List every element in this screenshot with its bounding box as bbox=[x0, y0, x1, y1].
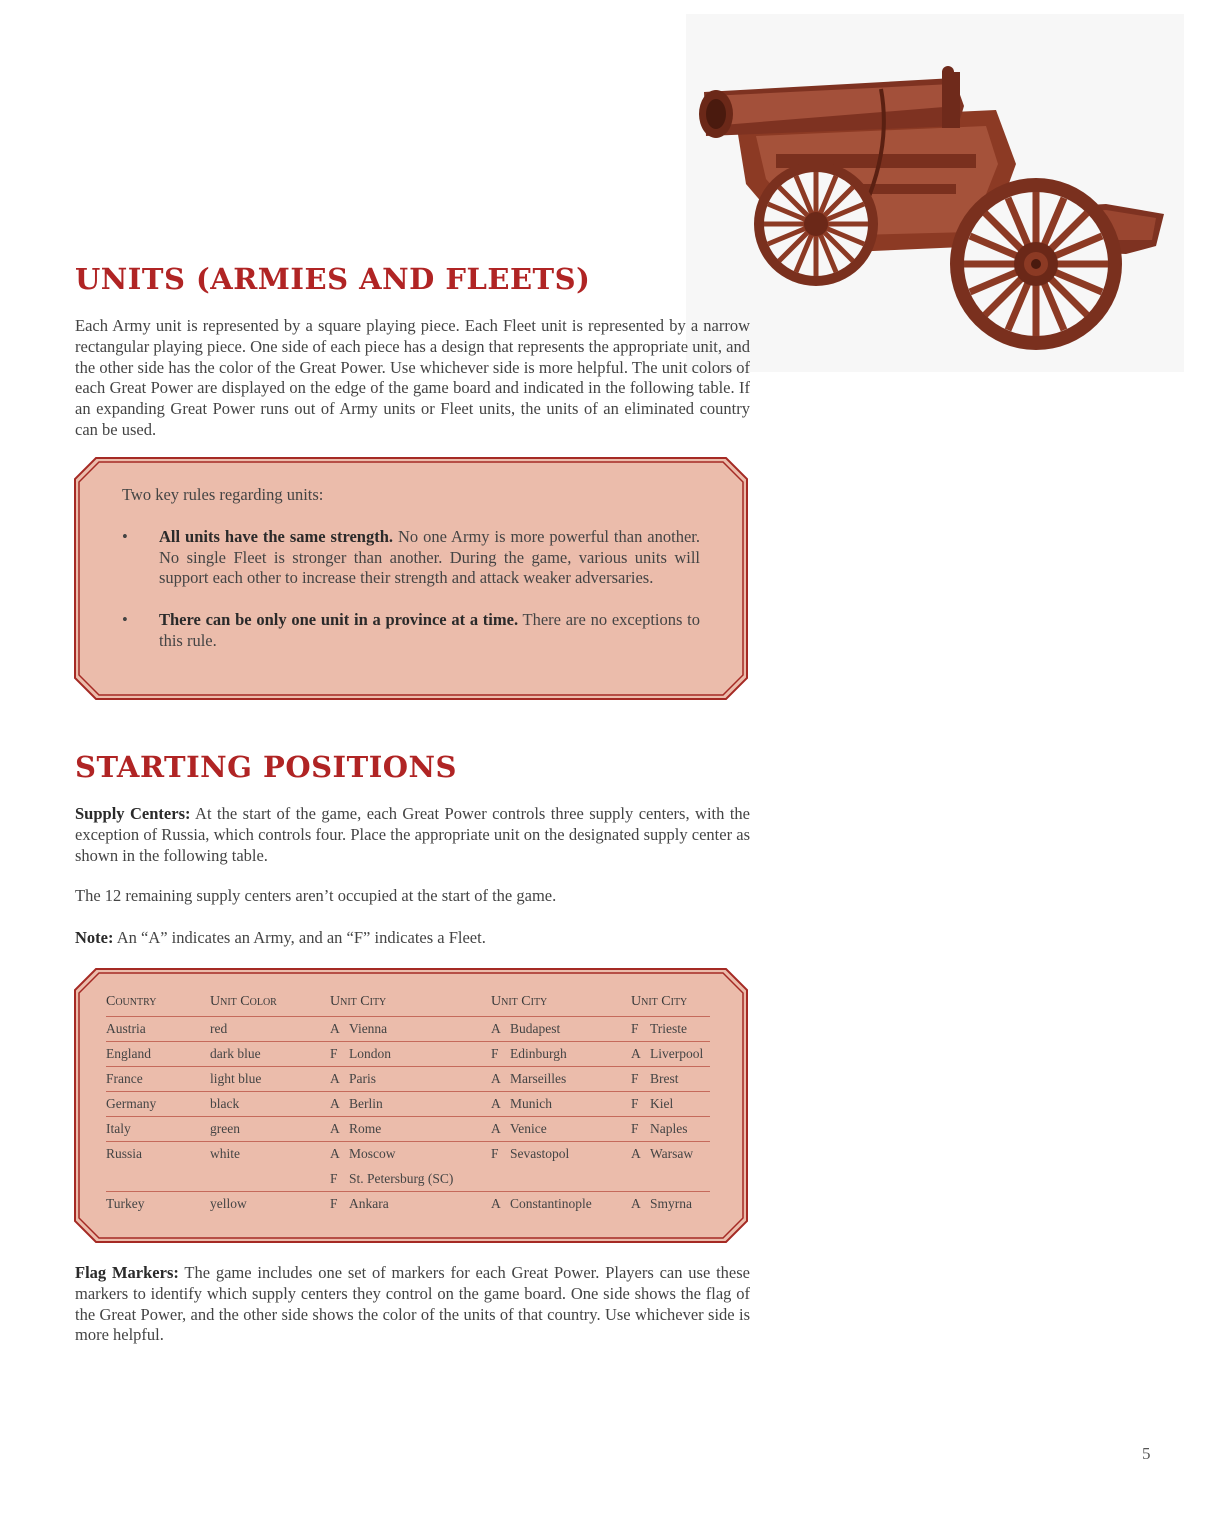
table-row bbox=[106, 1042, 710, 1067]
rules-intro: Two key rules regarding units: bbox=[122, 485, 324, 504]
unit-type: A bbox=[631, 1146, 641, 1161]
city-name: Naples bbox=[650, 1121, 688, 1136]
key-rules-box bbox=[74, 457, 748, 700]
flag-label: Flag Markers: bbox=[75, 1263, 179, 1282]
unit-city-cell bbox=[491, 1017, 631, 1042]
unit-city-cell bbox=[631, 1042, 710, 1067]
city-name: Warsaw bbox=[650, 1146, 694, 1161]
bullet: • bbox=[122, 526, 128, 546]
unit-city-cell bbox=[491, 1042, 631, 1067]
starting-positions-heading: STARTING POSITIONS bbox=[75, 750, 457, 784]
city-name: Berlin bbox=[349, 1096, 383, 1111]
unit-city-cell bbox=[330, 1042, 491, 1067]
unit-type: A bbox=[631, 1046, 641, 1061]
color-cell: yellow bbox=[210, 1196, 247, 1211]
flag-markers-paragraph bbox=[75, 1263, 750, 1346]
city-name: Edinburgh bbox=[510, 1046, 567, 1061]
unit-type: A bbox=[491, 1096, 501, 1111]
unit-city-cell bbox=[491, 1067, 631, 1092]
header-country: Country bbox=[106, 992, 210, 1017]
rule-text: No one Army is more powerful than another. No single Fleet is stronger than another. During the game, various units will support each other to increase their strength and attack weaker adversaries. bbox=[159, 526, 700, 588]
unit-type: F bbox=[330, 1171, 338, 1186]
unit-city-cell bbox=[330, 1167, 491, 1192]
unit-city-cell bbox=[491, 1142, 631, 1167]
rule-item bbox=[122, 527, 700, 589]
table-row bbox=[106, 1192, 710, 1217]
remaining-paragraph: The 12 remaining supply centers aren’t occupied at the start of the game. bbox=[75, 886, 557, 905]
table-row bbox=[106, 1167, 710, 1192]
flag-text: The game includes one set of markers for each Great Power. Players can use these markers to identify which supply centers they control on the game board. One side shows the flag of the Great Power, and the other side shows the color of the units of that country. Use whichever side is more helpful. bbox=[75, 1263, 750, 1345]
unit-type: F bbox=[491, 1046, 499, 1061]
unit-type: A bbox=[491, 1196, 501, 1211]
note-text: An “A” indicates an Army, and an “F” indicates a Fleet. bbox=[113, 928, 486, 947]
table-row bbox=[106, 1092, 710, 1117]
unit-type: A bbox=[330, 1071, 340, 1086]
country-cell: England bbox=[106, 1042, 210, 1067]
country-cell bbox=[106, 1167, 210, 1192]
starting-positions-table bbox=[106, 992, 710, 1216]
unit-city-cell bbox=[330, 1192, 491, 1217]
unit-type: A bbox=[491, 1021, 501, 1036]
header-unit-city: Unit City bbox=[631, 992, 710, 1017]
table-row bbox=[106, 1067, 710, 1092]
rule-text: There are no exceptions to this rule. bbox=[159, 610, 700, 650]
header-unit-city: Unit City bbox=[330, 992, 491, 1017]
unit-city-cell bbox=[631, 1017, 710, 1042]
unit-city-cell bbox=[330, 1067, 491, 1092]
color-cell: light blue bbox=[210, 1067, 330, 1092]
color-cell: green bbox=[210, 1117, 330, 1142]
unit-city-cell bbox=[330, 1017, 491, 1042]
unit-type: A bbox=[330, 1121, 340, 1136]
color-cell: red bbox=[210, 1017, 330, 1042]
unit-type: F bbox=[491, 1146, 499, 1161]
unit-type: F bbox=[631, 1021, 639, 1036]
page-number: 5 bbox=[1142, 1444, 1151, 1463]
city-name: London bbox=[349, 1046, 391, 1061]
country-cell: Austria bbox=[106, 1017, 210, 1042]
city-name: Vienna bbox=[349, 1021, 388, 1036]
country-cell: Russia bbox=[106, 1146, 143, 1161]
color-cell: white bbox=[210, 1146, 240, 1161]
city-name: Marseilles bbox=[510, 1071, 567, 1086]
unit-type: F bbox=[631, 1096, 639, 1111]
country-cell: Italy bbox=[106, 1117, 210, 1142]
city-name: Sevastopol bbox=[510, 1146, 570, 1161]
unit-city-cell bbox=[491, 1117, 631, 1142]
city-name: Liverpool bbox=[650, 1046, 704, 1061]
rule-item bbox=[122, 610, 700, 652]
header-unit-color: Unit Color bbox=[210, 992, 330, 1017]
note-label: Note: bbox=[75, 928, 114, 947]
color-cell: dark blue bbox=[210, 1042, 330, 1067]
city-name: Smyrna bbox=[650, 1196, 692, 1211]
cannon-illustration bbox=[686, 14, 1184, 372]
unit-city-cell bbox=[491, 1192, 631, 1217]
note-paragraph bbox=[75, 928, 750, 949]
units-heading: UNITS (ARMIES AND FLEETS) bbox=[75, 262, 591, 296]
unit-city-cell bbox=[330, 1142, 491, 1167]
unit-type: F bbox=[631, 1121, 639, 1136]
country-cell: France bbox=[106, 1067, 210, 1092]
unit-city-cell bbox=[631, 1092, 710, 1117]
city-name: Moscow bbox=[349, 1146, 396, 1161]
supply-text: At the start of the game, each Great Power controls three supply centers, with the exception of Russia, which controls four. Place the appropriate unit on the designated supply center as shown in the following table. bbox=[75, 804, 751, 865]
supply-centers-paragraph bbox=[75, 804, 750, 866]
city-name: Constantinople bbox=[510, 1196, 592, 1211]
city-name: Rome bbox=[349, 1121, 382, 1136]
unit-city-cell bbox=[631, 1167, 710, 1192]
unit-type: A bbox=[491, 1121, 501, 1136]
unit-city-cell bbox=[491, 1092, 631, 1117]
unit-city-cell bbox=[631, 1067, 710, 1092]
city-name: Munich bbox=[510, 1096, 552, 1111]
unit-type: A bbox=[330, 1096, 340, 1111]
city-name: Trieste bbox=[650, 1021, 688, 1036]
starting-positions-table-box bbox=[74, 968, 748, 1243]
unit-type: A bbox=[491, 1071, 501, 1086]
table-row bbox=[106, 1117, 710, 1142]
country-cell: Turkey bbox=[106, 1196, 145, 1211]
rule-bold: All units have the same strength. bbox=[159, 526, 394, 546]
unit-city-cell bbox=[631, 1192, 710, 1217]
rule-bold: There can be only one unit in a province at a time. bbox=[159, 610, 519, 630]
unit-city-cell bbox=[330, 1092, 491, 1117]
country-cell: Germany bbox=[106, 1092, 210, 1117]
unit-city-cell bbox=[330, 1117, 491, 1142]
city-name: Venice bbox=[510, 1121, 547, 1136]
city-name: Budapest bbox=[510, 1021, 561, 1036]
color-cell bbox=[210, 1167, 330, 1192]
unit-city-cell bbox=[631, 1142, 710, 1167]
bullet: • bbox=[122, 610, 128, 630]
unit-type: A bbox=[330, 1021, 340, 1036]
unit-type: A bbox=[631, 1196, 641, 1211]
unit-city-cell bbox=[491, 1167, 631, 1192]
unit-city-cell bbox=[631, 1117, 710, 1142]
unit-type: F bbox=[330, 1196, 338, 1211]
unit-type: F bbox=[631, 1071, 639, 1086]
city-name: St. Petersburg (SC) bbox=[349, 1171, 454, 1186]
header-unit-city: Unit City bbox=[491, 992, 631, 1017]
units-body: Each Army unit is represented by a square playing piece. Each Fleet unit is represented by a narrow rectangular playing piece. One side of each piece has a design that represents the appropriate unit, and the other side has the color of the Great Power. Use whichever side is more helpful. The unit colors of each Great Power are displayed on the edge of the game board and indicated in the following table. If an expanding Great Power runs out of Army units or Fleet units, the units of an eliminated country can be used. bbox=[75, 316, 750, 439]
city-name: Kiel bbox=[650, 1096, 674, 1111]
table-row bbox=[106, 1017, 710, 1042]
supply-label: Supply Centers: bbox=[75, 804, 191, 823]
unit-type: A bbox=[330, 1146, 340, 1161]
table-row bbox=[106, 1142, 710, 1167]
color-cell: black bbox=[210, 1092, 330, 1117]
city-name: Brest bbox=[650, 1071, 679, 1086]
unit-type: F bbox=[330, 1046, 338, 1061]
city-name: Paris bbox=[349, 1071, 376, 1086]
city-name: Ankara bbox=[349, 1196, 389, 1211]
